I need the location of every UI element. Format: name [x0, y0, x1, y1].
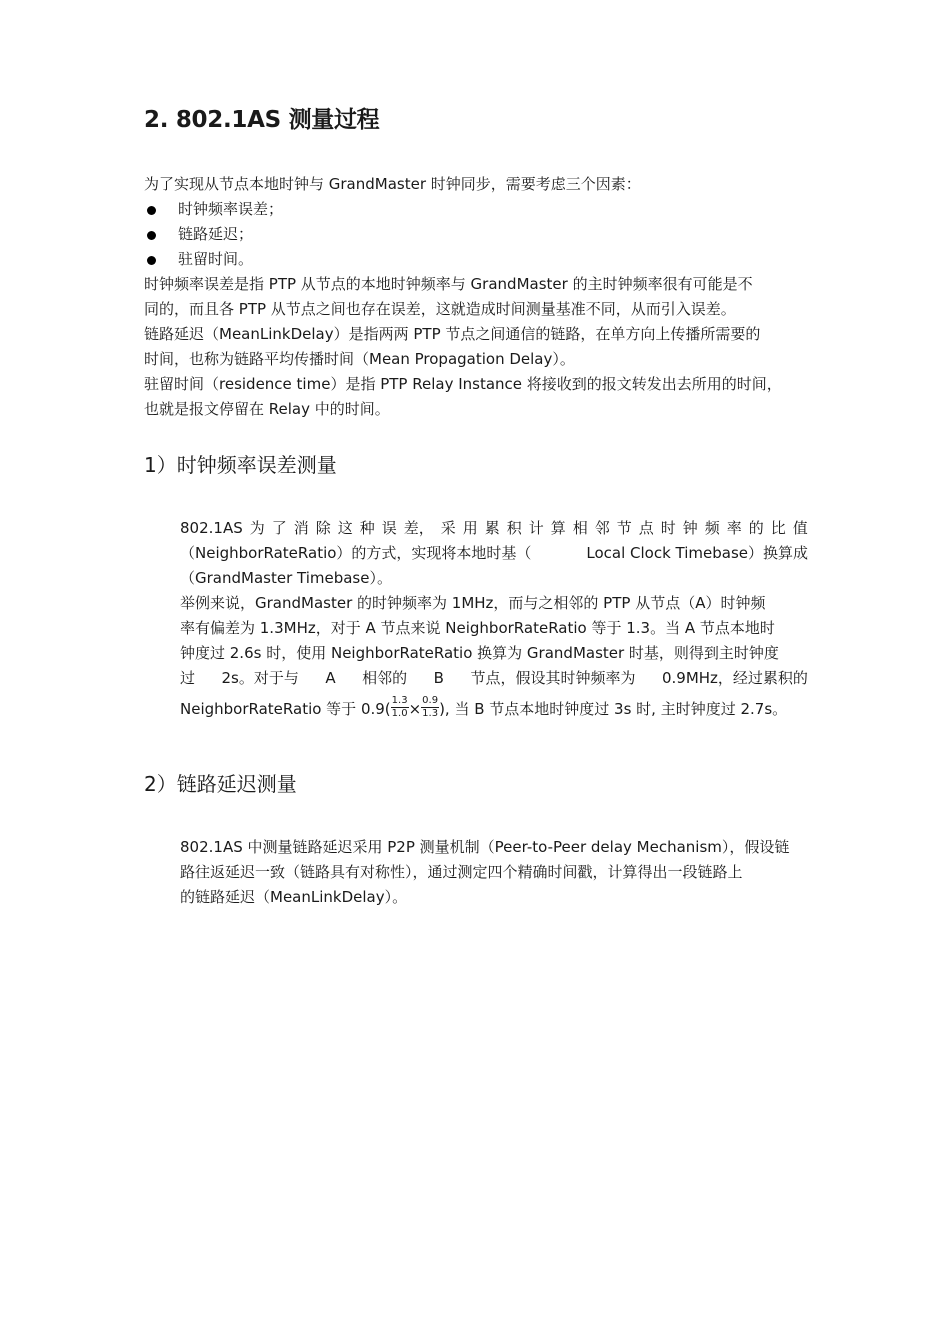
- word: 0.9MHz，经过累积的: [661, 669, 808, 687]
- intro-text: 为了实现从节点本地时钟与 GrandMaster 时钟同步，需要考虑三个因素：: [144, 175, 641, 193]
- word: 计: [528, 519, 544, 537]
- fraction-denominator: 1.0: [391, 708, 408, 719]
- paragraph-line: 时钟频率误差是指 PTP 从节点的本地时钟频率与 GrandMaster 的主时钟频率很有可能是不: [144, 275, 753, 293]
- text-span: Local Clock Timebase）换算成: [586, 544, 808, 562]
- paragraph-line: 802.1AS 中测量链路延迟采用 P2P 测量机制（Peer-to-Peer delay Mechanism），假设链: [180, 838, 790, 856]
- word: 除: [315, 519, 331, 537]
- formula-line: [180, 691, 808, 727]
- bullet-text: 时钟频率误差；: [178, 200, 284, 218]
- word: 累: [484, 519, 500, 537]
- bullet-text: 驻留时间。: [178, 250, 254, 268]
- word: 2s。对于与: [221, 669, 299, 687]
- fraction-denominator: 1.3: [422, 708, 439, 719]
- word: 节点，假设其时钟频率为: [470, 669, 636, 687]
- word: 的: [748, 519, 764, 537]
- paragraph-line: 钟度过 2.6s 时，使用 NeighborRateRatio 换算为 GrandMaster 时基，则得到主时钟度: [180, 644, 779, 662]
- word: 消: [293, 519, 309, 537]
- paragraph-line: 链路延迟（MeanLinkDelay）是指两两 PTP 节点之间通信的链路，在单方向上传播所需要的: [144, 325, 761, 343]
- word: 算: [550, 519, 566, 537]
- word: 钟: [682, 519, 698, 537]
- bullet-icon: [147, 206, 156, 215]
- word: 误: [381, 519, 397, 537]
- word: 种: [359, 519, 375, 537]
- subsection-heading-frequency: 1）时钟频率误差测量: [144, 453, 337, 477]
- paragraph-line: 驻留时间（residence time）是指 PTP Relay Instance 将接收到的报文转发出去所用的时间，: [144, 375, 782, 393]
- bullet-text: 链路延迟；: [178, 225, 254, 243]
- fraction-numerator: 1.3: [391, 695, 408, 706]
- paragraph-line: 率有偏差为 1.3MHz，对于 A 节点来说 NeighborRateRatio 等于 1.3。当 A 节点本地时: [180, 619, 775, 637]
- word: 差，: [403, 519, 434, 537]
- text-span: （NeighborRateRatio）的方式，实现将本地时基（: [180, 544, 532, 562]
- word: 率: [726, 519, 742, 537]
- word: 过: [180, 669, 196, 687]
- bullet-icon: [147, 231, 156, 240]
- word: B: [433, 669, 444, 687]
- formula-prefix: NeighborRateRatio 等于 0.9(: [180, 700, 391, 718]
- formula-suffix: ), 当 B 节点本地时钟度过 3s 时, 主时钟度过 2.7s。: [439, 700, 788, 718]
- subsection-heading-link-delay: 2）链路延迟测量: [144, 772, 297, 796]
- word: 点: [638, 519, 654, 537]
- paragraph-line: [180, 516, 808, 541]
- paragraph-line: 路往返延迟一致（链路具有对称性），通过测定四个精确时间戳，计算得出一段链路上: [180, 863, 743, 881]
- times-sign: ×: [408, 700, 422, 718]
- paragraph-line: （GrandMaster Timebase）。: [180, 569, 392, 587]
- word: 为: [249, 519, 265, 537]
- fraction: [391, 695, 409, 720]
- word: 比: [770, 519, 786, 537]
- bullet-item: [144, 222, 782, 247]
- paragraph-line: 举例来说，GrandMaster 的时钟频率为 1MHz，而与之相邻的 PTP 从节点（A）时钟频: [180, 594, 766, 612]
- paragraph-line: [180, 541, 808, 566]
- frequency-paragraph: [180, 516, 808, 727]
- fraction-numerator: 0.9: [422, 695, 439, 706]
- paragraph-line: 的链路延迟（MeanLinkDelay）。: [180, 888, 408, 906]
- word: 频: [704, 519, 720, 537]
- paragraph-line: [180, 666, 808, 691]
- paragraph-line: 也就是报文停留在 Relay 中的时间。: [144, 400, 390, 418]
- word: 时: [660, 519, 676, 537]
- section-heading: 2. 802.1AS 测量过程: [144, 107, 380, 133]
- word: 积: [506, 519, 522, 537]
- word: 采: [440, 519, 456, 537]
- word: 节: [616, 519, 632, 537]
- bullet-icon: [147, 256, 156, 265]
- paragraph-line: 同的，而且各 PTP 从节点之间也存在误差，这就造成时间测量基准不同，从而引入误差。: [144, 300, 736, 318]
- word: 这: [337, 519, 353, 537]
- intro-block: [144, 172, 782, 422]
- bullet-item: [144, 197, 782, 222]
- word: 用: [462, 519, 478, 537]
- fraction: [421, 695, 439, 720]
- word: 邻: [594, 519, 610, 537]
- word: 值: [792, 519, 808, 537]
- bullet-item: [144, 247, 782, 272]
- link-delay-paragraph: [180, 835, 808, 910]
- word: 相邻的: [362, 669, 408, 687]
- paragraph-line: 时间，也称为链路平均传播时间（Mean Propagation Delay）。: [144, 350, 575, 368]
- word: 了: [271, 519, 287, 537]
- word: 802.1AS: [180, 519, 243, 537]
- word: A: [325, 669, 336, 687]
- word: 相: [572, 519, 588, 537]
